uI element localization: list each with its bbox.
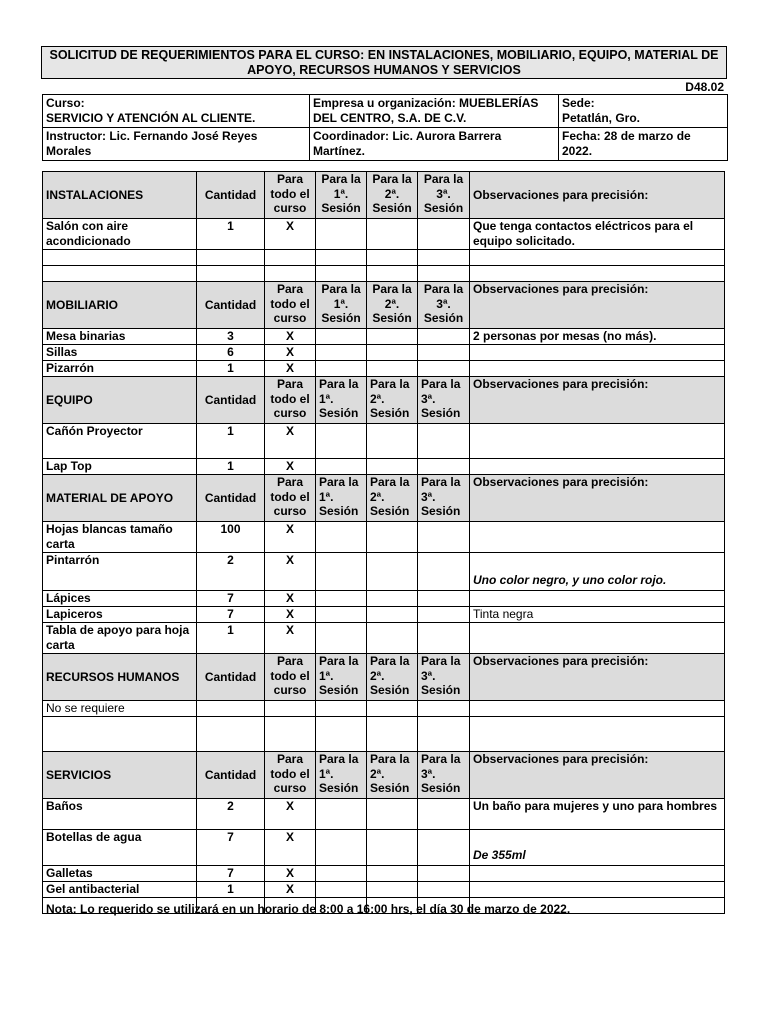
item-obs	[470, 361, 725, 377]
section-title: INSTALACIONES	[43, 172, 197, 219]
col-obs: Observaciones para precisión:	[470, 172, 725, 219]
col-s1: Para la 1ª. Sesión	[316, 752, 367, 799]
curso-label: Curso:	[46, 96, 85, 110]
col-s2: Para la 2ª. Sesión	[367, 377, 418, 424]
table-row	[43, 361, 725, 377]
table-row	[43, 701, 725, 717]
item-qty: 1	[197, 361, 265, 377]
empresa-cell: Empresa u organización: MUEBLERÍAS DEL CENTRO, S.A. DE C.V.	[310, 95, 559, 128]
empty-row	[43, 250, 725, 266]
item-qty: 2	[197, 799, 265, 830]
curso-cell	[43, 95, 310, 128]
table-row	[43, 329, 725, 345]
item-name: Lapiceros	[43, 607, 197, 623]
item-name: Lap Top	[43, 459, 197, 475]
document-code: D48.02	[685, 80, 724, 94]
col-cantidad: Cantidad	[197, 475, 265, 522]
col-todo: Para todo el curso	[265, 654, 316, 701]
item-name: Cañón Proyector	[43, 424, 197, 459]
item-todo: X	[265, 459, 316, 475]
col-todo: Para todo el curso	[265, 475, 316, 522]
item-todo: X	[265, 361, 316, 377]
table-row	[43, 866, 725, 882]
table-row	[43, 830, 725, 866]
table-row	[43, 345, 725, 361]
item-name: Baños	[43, 799, 197, 830]
col-s3: Para la 3ª. Sesión	[418, 475, 470, 522]
sede-value: Petatlán, Gro.	[562, 110, 641, 125]
item-name: Sillas	[43, 345, 197, 361]
item-obs: Uno color negro, y uno color rojo.	[470, 553, 725, 591]
item-name: Galletas	[43, 866, 197, 882]
col-s3: Para la 3ª. Sesión	[418, 654, 470, 701]
empty-row	[43, 266, 725, 282]
col-obs: Observaciones para precisión:	[470, 752, 725, 799]
item-name: Hojas blancas tamaño carta	[43, 522, 197, 553]
item-qty: 3	[197, 329, 265, 345]
col-todo: Para todo el curso	[265, 752, 316, 799]
col-s3: Para la 3ª. Sesión	[418, 377, 470, 424]
item-qty: 1	[197, 623, 265, 654]
item-obs: 2 personas por mesas (no más).	[470, 329, 725, 345]
empty-row	[43, 717, 725, 752]
item-obs	[470, 345, 725, 361]
item-todo: X	[265, 830, 316, 866]
section-header-rrhh	[43, 654, 725, 701]
col-cantidad: Cantidad	[197, 282, 265, 329]
table-row	[43, 799, 725, 830]
item-qty: 1	[197, 219, 265, 250]
section-header-mobiliario	[43, 282, 725, 329]
col-todo: Para todo el curso	[265, 377, 316, 424]
item-qty: 2	[197, 553, 265, 591]
table-row	[43, 459, 725, 475]
item-todo: X	[265, 882, 316, 898]
item-qty: 100	[197, 522, 265, 553]
fecha-cell: Fecha: 28 de marzo de 2022.	[559, 128, 728, 161]
sede-cell	[559, 95, 728, 128]
col-obs: Observaciones para precisión:	[470, 377, 725, 424]
item-obs: Que tenga contactos eléctricos para el equipo solicitado.	[470, 219, 725, 250]
item-obs: Tinta negra	[470, 607, 725, 623]
item-obs: De 355ml	[470, 830, 725, 866]
table-row	[43, 553, 725, 591]
item-obs	[470, 522, 725, 553]
section-title: SERVICIOS	[43, 752, 197, 799]
item-todo: X	[265, 424, 316, 459]
table-row	[43, 607, 725, 623]
section-header-instalaciones	[43, 172, 725, 219]
section-header-material	[43, 475, 725, 522]
col-s1: Para la 1ª. Sesión	[316, 654, 367, 701]
col-cantidad: Cantidad	[197, 377, 265, 424]
item-name: Gel antibacterial	[43, 882, 197, 898]
item-name: Salón con aire acondicionado	[43, 219, 197, 250]
table-row	[43, 623, 725, 654]
section-header-servicios	[43, 752, 725, 799]
item-obs: Un baño para mujeres y uno para hombres	[470, 799, 725, 830]
item-qty: 7	[197, 830, 265, 866]
item-s1	[316, 219, 367, 250]
col-cantidad: Cantidad	[197, 654, 265, 701]
col-s2: Para la 2ª. Sesión	[367, 654, 418, 701]
section-title: MOBILIARIO	[43, 282, 197, 329]
section-title: RECURSOS HUMANOS	[43, 654, 197, 701]
table-row	[43, 219, 725, 250]
col-cantidad: Cantidad	[197, 752, 265, 799]
item-todo: X	[265, 623, 316, 654]
curso-value: SERVICIO Y ATENCIÓN AL CLIENTE.	[46, 110, 256, 125]
item-qty: 1	[197, 882, 265, 898]
item-qty: 1	[197, 424, 265, 459]
item-name: Botellas de agua	[43, 830, 197, 866]
item-qty: 7	[197, 607, 265, 623]
coordinador-cell: Coordinador: Lic. Aurora Barrera Martínez.	[310, 128, 559, 161]
item-name: Pizarrón	[43, 361, 197, 377]
col-s2: Para la 2ª. Sesión	[367, 752, 418, 799]
section-header-equipo	[43, 377, 725, 424]
item-obs	[470, 591, 725, 607]
item-todo: X	[265, 522, 316, 553]
sede-label: Sede:	[562, 96, 595, 110]
item-todo: X	[265, 345, 316, 361]
item-obs	[470, 459, 725, 475]
table-row	[43, 882, 725, 898]
item-todo: X	[265, 866, 316, 882]
item-name: Mesa binarias	[43, 329, 197, 345]
col-s1: Para la 1ª. Sesión	[316, 377, 367, 424]
course-info-table	[42, 94, 728, 161]
section-title: MATERIAL DE APOYO	[43, 475, 197, 522]
col-obs: Observaciones para precisión:	[470, 475, 725, 522]
document-title: SOLICITUD DE REQUERIMIENTOS PARA EL CURSO: EN INSTALACIONES, MOBILIARIO, EQUIPO, MATERIAL DE APOYO, RECURSOS HUMANOS Y SERVICIOS	[41, 46, 727, 79]
col-obs: Observaciones para precisión:	[470, 654, 725, 701]
item-obs	[470, 866, 725, 882]
col-s2: Para la 2ª. Sesión	[367, 172, 418, 219]
col-s3: Para la 3ª. Sesión	[418, 752, 470, 799]
item-qty: 1	[197, 459, 265, 475]
item-obs	[470, 424, 725, 459]
item-obs	[470, 882, 725, 898]
item-name: Pintarrón	[43, 553, 197, 591]
table-row	[43, 424, 725, 459]
item-name: Lápices	[43, 591, 197, 607]
item-qty: 7	[197, 866, 265, 882]
col-s2: Para la 2ª. Sesión	[367, 475, 418, 522]
table-row	[43, 522, 725, 553]
item-qty: 6	[197, 345, 265, 361]
item-todo: X	[265, 329, 316, 345]
rrhh-note: No se requiere	[43, 701, 197, 717]
table-row	[43, 591, 725, 607]
col-s3: Para la 3ª. Sesión	[418, 172, 470, 219]
requirements-table	[42, 171, 725, 914]
col-s1: Para la 1ª. Sesión	[316, 475, 367, 522]
col-s1: Para la 1ª. Sesión	[316, 282, 367, 329]
col-s1: Para la 1ª. Sesión	[316, 172, 367, 219]
item-s2	[367, 219, 418, 250]
item-todo: X	[265, 607, 316, 623]
col-s3: Para la 3ª. Sesión	[418, 282, 470, 329]
col-todo: Para todo el curso	[265, 172, 316, 219]
item-s3	[418, 219, 470, 250]
col-todo: Para todo el curso	[265, 282, 316, 329]
col-cantidad: Cantidad	[197, 172, 265, 219]
footer-note: Nota: Lo requerido se utilizará en un horario de 8:00 a 16:00 hrs, el día 30 de marzo de 2022.	[46, 902, 571, 916]
section-title: EQUIPO	[43, 377, 197, 424]
item-todo: X	[265, 553, 316, 591]
item-todo: X	[265, 799, 316, 830]
item-todo: X	[265, 219, 316, 250]
item-qty: 7	[197, 591, 265, 607]
item-name: Tabla de apoyo para hoja carta	[43, 623, 197, 654]
instructor-cell: Instructor: Lic. Fernando José Reyes Morales	[43, 128, 310, 161]
item-todo: X	[265, 591, 316, 607]
col-obs: Observaciones para precisión:	[470, 282, 725, 329]
item-obs	[470, 623, 725, 654]
col-s2: Para la 2ª. Sesión	[367, 282, 418, 329]
